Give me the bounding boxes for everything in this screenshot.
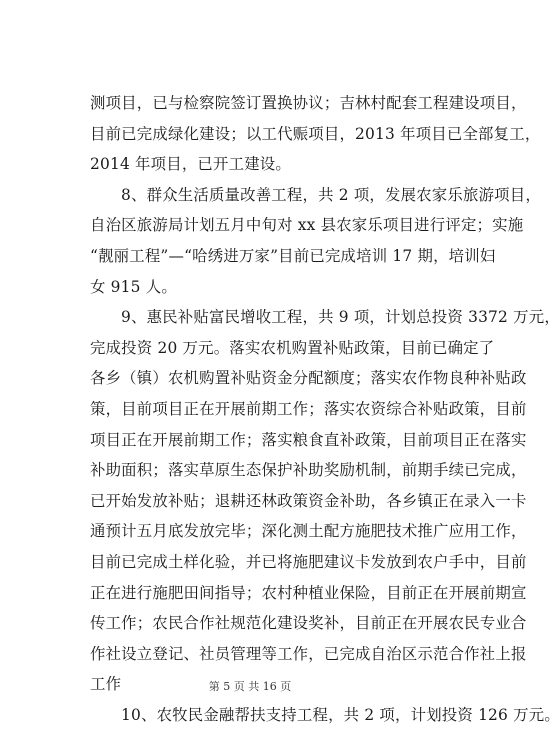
text-line: 目前已完成绿化建设；以工代赈项目，2013 年项目已全部复工， — [90, 124, 541, 143]
text-line: 自治区旅游局计划五月中旬对 xx 县农家乐项目进行评定；实施 — [90, 216, 524, 235]
text-line: 女 915 人。 — [90, 277, 177, 296]
text-line: 各乡（镇）农机购置补贴资金分配额度；落实农作物良种补贴政 — [90, 369, 527, 388]
text-line: 2014 年项目，已开工建设。 — [90, 155, 291, 174]
text-line: 通预计五月底发放完毕；深化测土配方施肥技术推广应用工作， — [90, 522, 527, 541]
document-body — [90, 88, 560, 730]
text-line: 策，目前项目正在开展前期工作；落实农资综合补贴政策，目前 — [90, 399, 527, 418]
text-line: 10、农牧民金融帮扶支持工程，共 2 项，计划投资 126 万元。 — [121, 705, 560, 724]
text-line: 完成投资 20 万元。落实农机购置补贴政策，目前已确定了 — [90, 338, 495, 357]
text-line: 工作 — [90, 675, 122, 694]
text-line: 已开始发放补贴；退耕还林政策资金补助，各乡镇正在录入一卡 — [90, 491, 527, 510]
text-line: 补助面积；落实草原生态保护补助奖励机制，前期手续已完成， — [90, 461, 527, 480]
page-footer: 第 5 页 共 16 页 — [208, 680, 292, 693]
text-line: 测项目，已与检察院签订置换协议；吉林村配套工程建设项目， — [90, 94, 527, 112]
text-line: 目前已完成土样化验，并已将施肥建议卡发放到农户手中，目前 — [90, 552, 527, 571]
text-line: 作社设立登记、社员管理等工作，已完成自治区示范合作社上报 — [90, 644, 527, 663]
text-line: 8、群众生活质量改善工程，共 2 项，发展农家乐旅游项目， — [121, 185, 541, 204]
text-line: 项目正在开展前期工作；落实粮食直补政策，目前项目正在落实 — [90, 430, 527, 449]
text-line: “靓丽工程”—“哈绣进万家”目前已完成培训 17 期，培训妇 — [90, 246, 496, 265]
text-line: 9、惠民补贴富民增收工程，共 9 项，计划总投资 3372 万元， — [121, 308, 560, 327]
text-line: 传工作；农民合作社规范化建设奖补，目前正在开展农民专业合 — [90, 614, 527, 633]
text-line: 正在进行施肥田间指导；农村种植业保险，目前正在开展前期宣 — [90, 583, 527, 602]
